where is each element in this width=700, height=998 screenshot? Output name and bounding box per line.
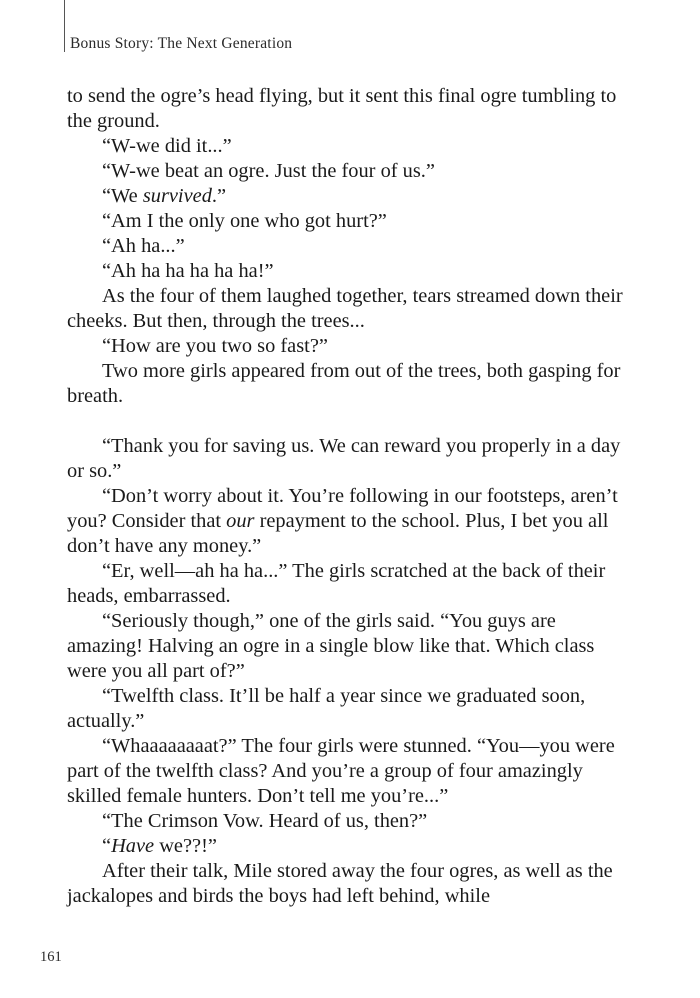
emphasis: Have: [111, 835, 155, 857]
paragraph: “W-we did it...”: [102, 135, 232, 157]
paragraph: to send the ogre’s head flying, but it sent this final ogre tumbling to the ground.: [67, 85, 617, 132]
paragraph: [67, 484, 627, 559]
paragraph: “W-we beat an ogre. Just the four of us.”: [102, 160, 435, 182]
page-body: [67, 84, 627, 909]
emphasis: our: [226, 510, 255, 532]
running-header: Bonus Story: The Next Generation: [70, 35, 293, 52]
text-run: repayment to the school. Plus, I bet you all don’t have any money.”: [67, 510, 609, 557]
paragraph: [67, 834, 627, 859]
paragraph: “Ah ha ha ha ha ha!”: [102, 260, 274, 282]
section-break: [67, 409, 627, 434]
paragraph: “Ah ha...”: [102, 235, 185, 257]
paragraph: “How are you two so fast?”: [102, 335, 328, 357]
paragraph: [67, 184, 627, 209]
text-run: we??!”: [154, 835, 217, 857]
text-run: “Don’t worry about it. You’re following in our footsteps, aren’t you? Consider that: [67, 485, 618, 532]
emphasis: survived: [142, 185, 212, 207]
paragraph: “The Crimson Vow. Heard of us, then?”: [102, 810, 428, 832]
paragraph: “Twelfth class. It’ll be half a year since we graduated soon, actually.”: [67, 685, 586, 732]
paragraph: “Seriously though,” one of the girls said. “You guys are amazing! Halving an ogre in a single blow like that. Which class were you all part of?”: [67, 610, 595, 682]
paragraph: As the four of them laughed together, tears streamed down their cheeks. But then, through the trees...: [67, 285, 623, 332]
paragraph: After their talk, Mile stored away the four ogres, as well as the jackalopes and birds the boys had left behind, while: [67, 860, 613, 907]
text-run: “: [102, 835, 112, 857]
page-number: 161: [40, 949, 62, 965]
text-run: “We: [102, 185, 143, 207]
text-run: .”: [211, 185, 227, 207]
paragraph: “Er, well—ah ha ha...” The girls scratched at the back of their heads, embarrassed.: [67, 560, 606, 607]
header-rule: [64, 0, 65, 52]
paragraph: “Am I the only one who got hurt?”: [102, 210, 387, 232]
paragraph: “Whaaaaaaaat?” The four girls were stunned. “You—you were part of the twelfth class? And you’re a group of four amazingly skilled female hunters. Don’t tell me you’re...”: [67, 735, 615, 807]
paragraph: Two more girls appeared from out of the trees, both gasping for breath.: [67, 360, 621, 407]
paragraph: “Thank you for saving us. We can reward you properly in a day or so.”: [67, 435, 621, 482]
